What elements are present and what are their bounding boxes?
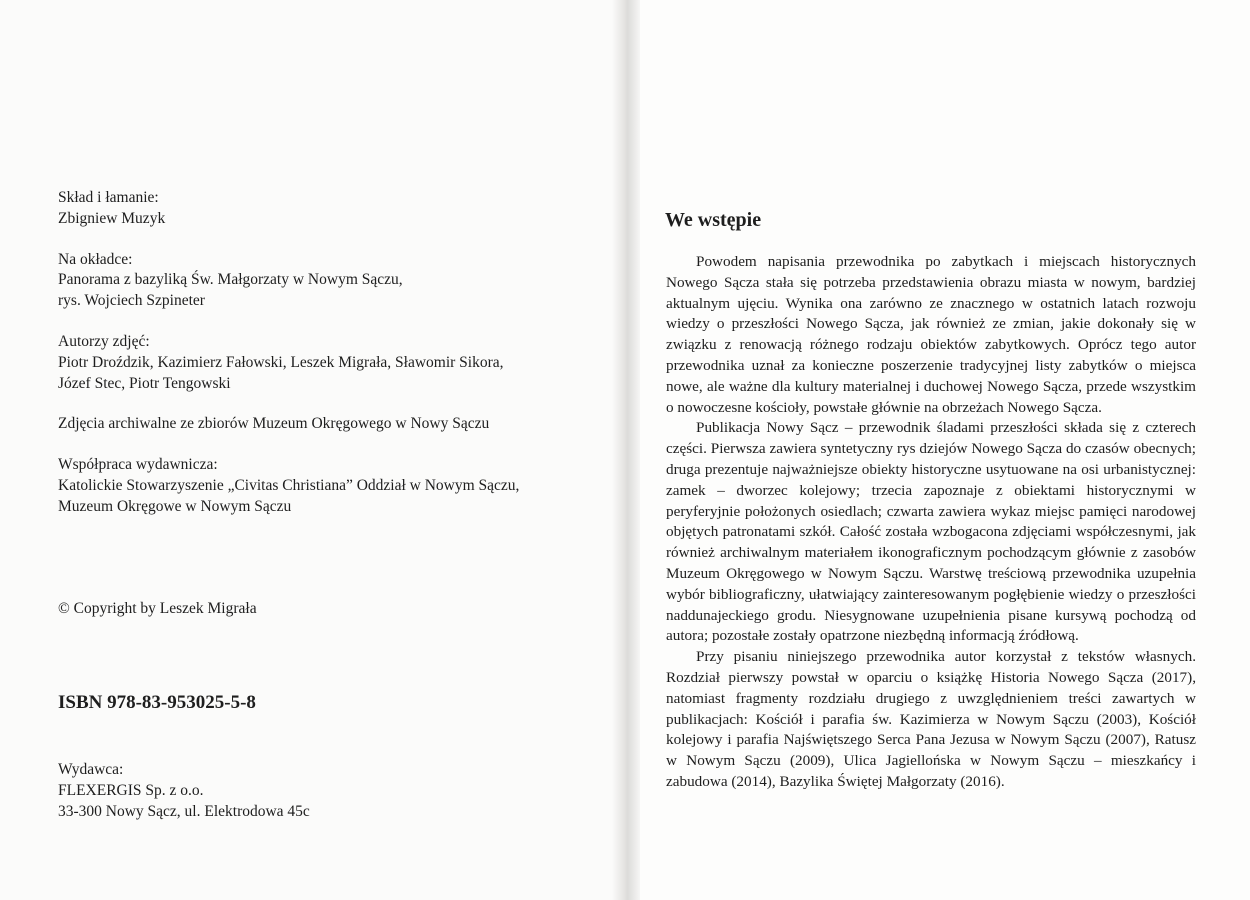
publisher-info — [58, 760, 310, 822]
left-page — [0, 0, 622, 900]
publisher-name: FLEXERGIS Sp. z o.o. — [58, 781, 204, 799]
credit-value: Muzeum Okręgowe w Nowym Sączu — [58, 497, 292, 515]
copyright-notice: © Copyright by Leszek Migrała — [58, 600, 257, 617]
paragraph: Przy pisaniu niniejszego przewodnika autor korzystał z tekstów własnych. Rozdział pierwszy powstał w oparciu o książkę Historia Nowego Sącza (2017), natomiast fragmenty rozdziału drugiego z uwzględnieniem treści zawartych w publikacjach: Kościół i parafia św. Kazimierza w Nowym Sączu (2003), Kościół kolejowy i parafia Najświętszego Serca Pana Jezusa w Nowym Sączu (2007), Ratusz w Nowym Sączu (2009), Ulica Jagiellońska w Nowym Sączu – mieszkańcy i zabudowa (2014), Bazylika Świętej Małgorzaty (2016). — [666, 648, 1196, 790]
credit-value: Panorama z bazyliką Św. Małgorzaty w Nowym Sączu, — [58, 271, 403, 289]
credit-value: Zbigniew Muzyk — [58, 209, 166, 227]
credit-label: Skład i łamanie: — [58, 189, 159, 206]
credit-cover — [58, 250, 598, 312]
paragraph: Publikacja Nowy Sącz – przewodnik śladami przeszłości składa się z czterech części. Pierwsza zawiera syntetyczny rys dziejów Nowego Sącza do czasów obecnych; druga prezentuje najważniejsze obiekty historyczne usytuowane na osi urbanistycznej: zamek – dworzec kolejowy; trzecia zapoznaje z obiektami historycznymi w peryferyjnie położonych osiedlach; czwarta zawiera wykaz miejsc pamięci narodowej objętych patronatami szkół. Całość została wzbogacona zdjęciami współczesnymi, jak również archiwalnym materiałem ikonograficznym pochodzącym głównie z zasobów Muzeum Okręgowego w Nowym Sączu. Warstwę treściową przewodnika uzupełnia wybór bibliograficzny, ułatwiający zainteresowanym pogłębienie wiedzy o przeszłości naddunajeckiego grodu. Niesygnowane uzupełnienia pisane kursywą pochodzą od autora; pozostałe zostały opatrzone niezbędną informacją źródłową. — [666, 419, 1196, 645]
credit-value: Józef Stec, Piotr Tengowski — [58, 374, 231, 392]
credit-photo-authors — [58, 332, 598, 394]
credit-label: Na okładce: — [58, 250, 133, 268]
credit-typesetting — [58, 188, 598, 230]
credit-value: rys. Wojciech Szpineter — [58, 292, 205, 310]
credit-cooperation — [58, 455, 598, 517]
credit-label: Współpraca wydawnicza: — [58, 456, 218, 474]
credit-value: Katolickie Stowarzyszenie „Civitas Christiana” Oddział w Nowym Sączu, — [58, 476, 520, 494]
credit-archive-photos — [58, 414, 598, 435]
paragraph: Powodem napisania przewodnika po zabytkach i miejscach historycznych Nowego Sącza stała się potrzeba przedstawienia obrazu miasta w nowym, bardziej aktualnym ujęciu. Wynika ona zarówno ze znacznego w ostatnich latach rozwoju wiedzy o przeszłości Nowego Sącza, jak również ze zmian, jakie dokonały się w związku z renowacją różnego rodzaju obiektów zabytkowych. Oprócz tego autor przewodnika uznał za konieczne poszerzenie tradycyjnej listy zabytków o miejsca nowe, ale ważne dla kultury materialnej i duchowej Nowego Sącza, przede wszystkim o nowoczesne kościoły, powstałe głównie na obrzeżach Nowego Sącza. — [666, 253, 1196, 416]
book-gutter — [612, 0, 640, 900]
credit-label: Autorzy zdjęć: — [58, 332, 150, 350]
section-heading: We wstępie — [665, 209, 762, 231]
credit-value: Piotr Droździk, Kazimierz Fałowski, Leszek Migrała, Sławomir Sikora, — [58, 353, 504, 371]
isbn-number: ISBN 978-83-953025-5-8 — [58, 692, 256, 713]
introduction-text — [666, 252, 1196, 793]
publisher-address: 33-300 Nowy Sącz, ul. Elektrodowa 45c — [58, 802, 310, 820]
credit-label: Zdjęcia archiwalne ze zbiorów Muzeum Okręgowego w Nowy Sączu — [58, 415, 490, 433]
credits-section — [58, 188, 598, 538]
publisher-label: Wydawca: — [58, 761, 124, 778]
